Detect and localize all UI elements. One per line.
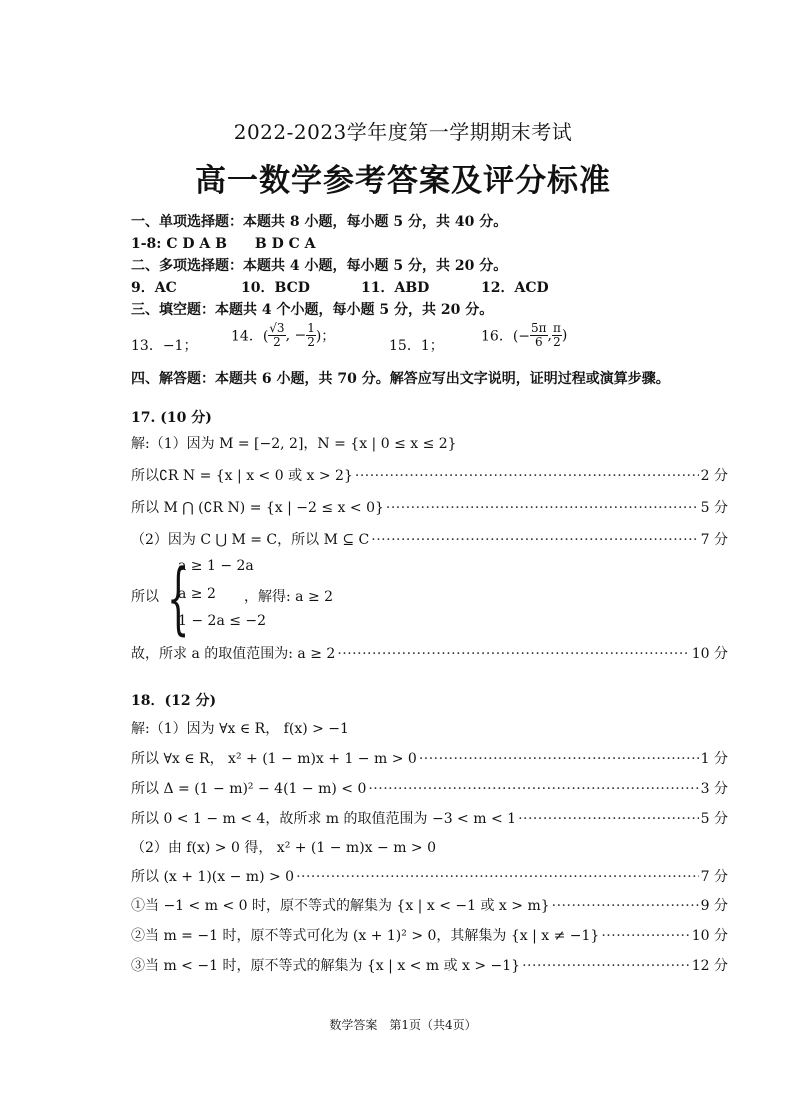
answer-14-fraction-1: $\frac{√3}{2}$ xyxy=(269,321,285,349)
q18-line-1: 解:（1）因为 ∀x ∈ R， f(x) > −1 xyxy=(131,721,349,737)
answer-11: 11．ABD xyxy=(361,280,430,296)
left-brace-icon: { xyxy=(167,554,190,644)
q17-line-6: 故，所求 a 的取值范围为: a ≥ 2 ····· 10 分 xyxy=(131,643,728,663)
score: 5 分 xyxy=(700,500,728,516)
answer-14-label: 14．( xyxy=(231,328,269,345)
section2-heading: 二、多项选择题：本题共 4 小题，每小题 5 分，共 20 分。 xyxy=(131,258,508,274)
answer-12: 12．ACD xyxy=(481,280,549,296)
q18-line-8: ②当 m = −1 时，原不等式可化为 (x + 1)² > 0，其解集为 {x | x ≠ −1} ····· 10 分 xyxy=(131,925,728,945)
q17-title: 17. (10 分) xyxy=(131,410,212,426)
section4-heading: 四、解答题：本题共 6 小题，共 70 分。解答应写出文字说明，证明过程或演算步骤。 xyxy=(131,371,670,387)
q18-line-3: 所以 Δ = (1 − m)² − 4(1 − m) < 0 ····· 3 分 xyxy=(131,778,728,798)
q17-line-3: 所以 M ⋂ (∁R N) = {x | −2 ≤ x < 0} ····· 5 分 xyxy=(131,497,728,517)
q18-line-4: 所以 0 < 1 − m < 4，故所求 m 的取值范围为 −3 < m < 1 ····· 5 分 xyxy=(131,808,728,828)
score: 3 分 xyxy=(700,781,728,797)
score: 10 分 xyxy=(691,646,728,662)
answer-10: 10．BCD xyxy=(241,280,310,296)
section1-heading: 一、单项选择题：本题共 8 小题，每小题 5 分，共 40 分。 xyxy=(131,214,508,230)
q17-line-1: 解:（1）因为 M = [−2, 2]，N = {x | 0 ≤ x ≤ 2} xyxy=(131,436,457,452)
answer-13: 13．−1； xyxy=(131,338,198,354)
answer-16-fraction-2: $\frac{\pi}{2}$ xyxy=(553,321,561,349)
answer-14: 14．( $\frac{√3}{2}$ , − $\frac{1}{2}$ )； xyxy=(231,321,336,349)
score: 5 分 xyxy=(700,811,728,827)
q17-system-prefix: 所以 xyxy=(131,589,159,605)
answer-16-label: 16．(− xyxy=(481,328,531,345)
answer-14-fraction-2: $\frac{1}{2}$ xyxy=(307,321,315,349)
score: 12 分 xyxy=(691,958,728,974)
answer-16-fraction-1: $\frac{5\pi}{6}$ xyxy=(531,321,547,349)
q17-system-eq-1: a ≥ 1 − 2a xyxy=(178,558,254,574)
q17-line-4: （2）因为 C ⋃ M = C，所以 M ⊆ C ····· 7 分 xyxy=(131,529,728,549)
page-footer: 数学答案 第1页（共4页） xyxy=(329,1018,477,1032)
q17-system-eq-2: a ≥ 2 xyxy=(178,586,216,602)
exam-title: 2022-2023学年度第一学期期末考试 xyxy=(233,120,573,144)
answer-16: 16．(− $\frac{5\pi}{6}$ , $\frac{\pi}{2}$ ) xyxy=(481,321,568,349)
score: 9 分 xyxy=(700,898,728,914)
document-title: 高一数学参考答案及评分标准 xyxy=(195,163,611,199)
score: 1 分 xyxy=(700,751,728,767)
score: 7 分 xyxy=(700,532,728,548)
section1-answers: 1-8: C D A B B D C A xyxy=(131,236,316,252)
q17-system-result: ，解得: a ≥ 2 xyxy=(244,589,334,605)
q18-line-7: ①当 −1 < m < 0 时，原不等式的解集为 {x | x < −1 或 x > m} ····· 9 分 xyxy=(131,895,728,915)
section3-heading: 三、填空题：本题共 4 个小题，每小题 5 分，共 20 分。 xyxy=(131,302,494,318)
score: 7 分 xyxy=(700,869,728,885)
q18-title: 18．(12 分) xyxy=(131,693,217,709)
q17-line-2: 所以∁R N = {x | x < 0 或 x > 2} ····· 2 分 xyxy=(131,465,728,485)
q18-line-6: 所以 (x + 1)(x − m) > 0 ····· 7 分 xyxy=(131,866,728,886)
answer-15: 15．1； xyxy=(389,338,444,354)
score: 10 分 xyxy=(691,928,728,944)
q18-line-9: ③当 m < −1 时，原不等式的解集为 {x | x < m 或 x > −1} ····· 12 分 xyxy=(131,955,728,975)
q17-system-eq-3: 1 − 2a ≤ −2 xyxy=(178,613,267,629)
q18-line-5: （2）由 f(x) > 0 得， x² + (1 − m)x − m > 0 xyxy=(131,840,437,856)
answer-9: 9．AC xyxy=(131,280,177,296)
q18-line-2: 所以 ∀x ∈ R， x² + (1 − m)x + 1 − m > 0 ····· 1 分 xyxy=(131,748,728,768)
score: 2 分 xyxy=(700,468,728,484)
